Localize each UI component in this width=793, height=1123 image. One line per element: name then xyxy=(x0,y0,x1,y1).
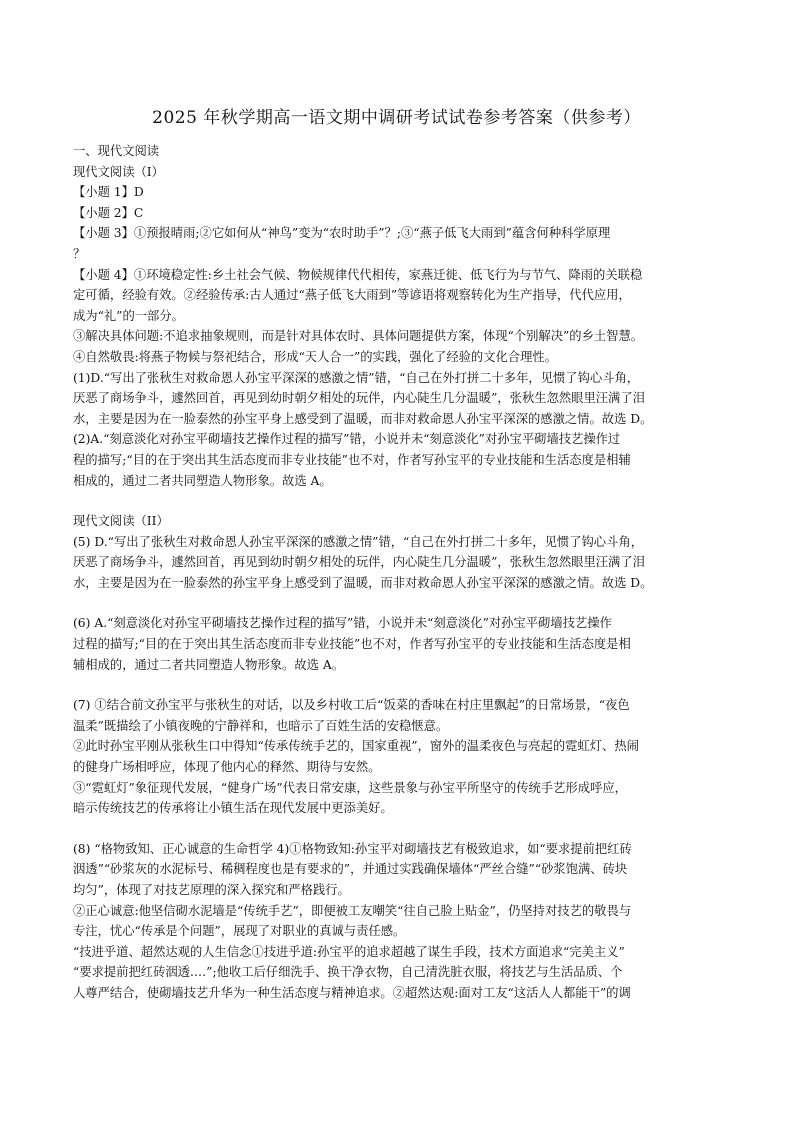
answer-line: (8) “格物致知、正心诚意的生命哲学 4)①格物致知:孙宝平对砌墙技艺有极致追求，如“要求提前把红砖 xyxy=(73,841,632,856)
answer-line: 水，主要是因为在一脸泰然的孙宝平身上感受到了温暖，而非对救命恩人孙宝平深深的感激之情。故选 D。 xyxy=(73,575,653,590)
answer-line: 的健身广场相呼应，体现了他内心的释然、期待与安然。 xyxy=(73,760,381,775)
answer-line: 相成的，通过二者共同塑造人物形象。故选 A。 xyxy=(73,473,332,488)
answer-line: 程的描写;“目的在于突出其生活态度而非专业技能”也不对，作者写孙宝平的专业技能和生活态度是相辅 xyxy=(73,452,631,467)
paragraph-gap xyxy=(73,819,723,839)
answer-line: 【小题 3】①预报晴雨;②它如何从“神鸟”变为“农时助手”？;③“燕子低飞大雨到”蕴含何种科学原理 xyxy=(73,226,611,241)
answer-line: ？ xyxy=(73,246,86,261)
answer-line: “技进乎道、超然达观的人生信念①技进乎道:孙宝平的追求超越了谋生手段，技术方面追求“完美主义” xyxy=(73,944,625,959)
answer-line: ④自然敬畏:将燕子物候与祭祀结合，形成“天人合一”的实践，强化了经验的文化合理性。 xyxy=(73,349,557,364)
section-heading: 一、现代文阅读 xyxy=(73,144,160,158)
answer-line: 【小题 1】D xyxy=(73,185,144,200)
subsection-heading: 现代文阅读（I） xyxy=(73,164,164,179)
answer-line: 【小题 2】C xyxy=(73,205,144,220)
answer-line: 均匀”，体现了对技艺原理的深入探究和严格践行。 xyxy=(73,883,350,897)
answer-line: (5) D.“写出了张秋生对救命恩人孙宝平深深的感激之情”错，“自己在外打拼二十多年，见惯了钩心斗角， xyxy=(73,534,643,549)
answer-line: 水，主要是因为在一脸泰然的孙宝平身上感受到了温暖，而非对救命恩人孙宝平深深的感激之情。故选 D。 xyxy=(73,411,653,426)
answer-line: (7) ①结合前文孙宝平与张秋生的对话，以及乡村收工后“饭菜的香味在村庄里飘起”的日常场景，“夜色 xyxy=(73,698,630,713)
paragraph-gap xyxy=(73,491,723,511)
answer-line: 成为“礼”的一部分。 xyxy=(73,308,184,323)
answer-line: 人尊严结合，使砌墙技艺升华为一种生活态度与精神追求。②超然达观:面对工友“这活人人都能干”的调 xyxy=(73,985,631,1000)
answer-line: 厌恶了商场争斗，遽然回首，再见到幼时朝夕相处的玩伴，内心陡生几分温暖”，张秋生忽然眼里汪满了泪 xyxy=(73,555,645,570)
answer-line: (6) A.“刻意淡化对孙宝平砌墙技艺操作过程的描写”错，小说并未“刻意淡化”对孙宝平砌墙技艺操作 xyxy=(73,616,612,631)
answer-line: 过程的描写;“目的在于突出其生活态度而非专业技能”也不对，作者写孙宝平的专业技能和生活态度是相 xyxy=(73,637,631,652)
answer-line: (1)D.“写出了张秋生对救命恩人孙宝平深深的感激之情”错，“自己在外打拼二十多年，见惯了钩心斗角， xyxy=(73,370,640,385)
answer-line: 暗示传统技艺的传承将让小镇生活在现代发展中更添美好。 xyxy=(73,801,393,816)
answer-line: 辅相成的，通过二者共同塑造人物形象。故选 A。 xyxy=(73,657,345,672)
answer-line: 专注，忧心“传承是个问题”，展现了对职业的真诚与责任感。 xyxy=(73,924,406,939)
answer-line: ③“霓虹灯”象征现代发展，“健身广场”代表日常安康，这些景象与孙宝平所坚守的传统手艺形成呼应， xyxy=(73,780,627,795)
answer-line: 洇透”“砂浆灰的水泥标号、稀稠程度也是有要求的”，并通过实践确保墙体“严丝合缝”“砂浆饱满、砖块 xyxy=(73,862,628,877)
paragraph-gap xyxy=(73,675,723,695)
answer-line: “要求提前把红砖洇透.…”;他收工后仔细洗手、换干净衣物，自己清洗脏衣服，将技艺与生活品质、个 xyxy=(73,965,623,980)
answer-line: 【小题 4】①环境稳定性:乡土社会气候、物候规律代代相传，家燕迁徙、低飞行为与节气、降雨的关联稳 xyxy=(73,267,643,282)
document-body xyxy=(73,141,723,1004)
page-title: 2025 年秋学期高一语文期中调研考试试卷参考答案（供参考） xyxy=(152,108,641,128)
answer-line: ②正心诚意:他坚信砌水泥墙是“传统手艺”，即便被工友嘲笑“往自己脸上贴金”，仍坚持对技艺的敬畏与 xyxy=(73,903,632,918)
answer-line: 厌恶了商场争斗，遽然回首，再见到幼时朝夕相处的玩伴，内心陡生几分温暖”，张秋生忽然眼里汪满了泪 xyxy=(73,391,645,406)
answer-line: ③解决具体问题:不追求抽象规则，而是针对具体农时、具体问题提供方案，体现“个别解决”的乡土智慧。 xyxy=(73,329,644,344)
answer-line: 温柔”既描绘了小镇夜晚的宁静祥和，也暗示了百姓生活的安稳惬意。 xyxy=(73,718,449,733)
subsection-heading: 现代文阅读（II） xyxy=(73,514,169,529)
answer-line: ②此时孙宝平刚从张秋生口中得知“传承传统手艺的，国家重视”，窗外的温柔夜色与亮起的霓虹灯、热闹 xyxy=(73,739,639,754)
answer-line: (2)A.“刻意淡化对孙宝平砌墙技艺操作过程的描写”错，小说并未“刻意淡化”对孙宝平砌墙技艺操作过 xyxy=(73,432,621,447)
answer-line: 定可循，经验有效。②经验传承:古人通过“燕子低飞大雨到”等谚语将观察转化为生产指导，代代应用， xyxy=(73,288,631,303)
paragraph-gap xyxy=(73,593,723,613)
